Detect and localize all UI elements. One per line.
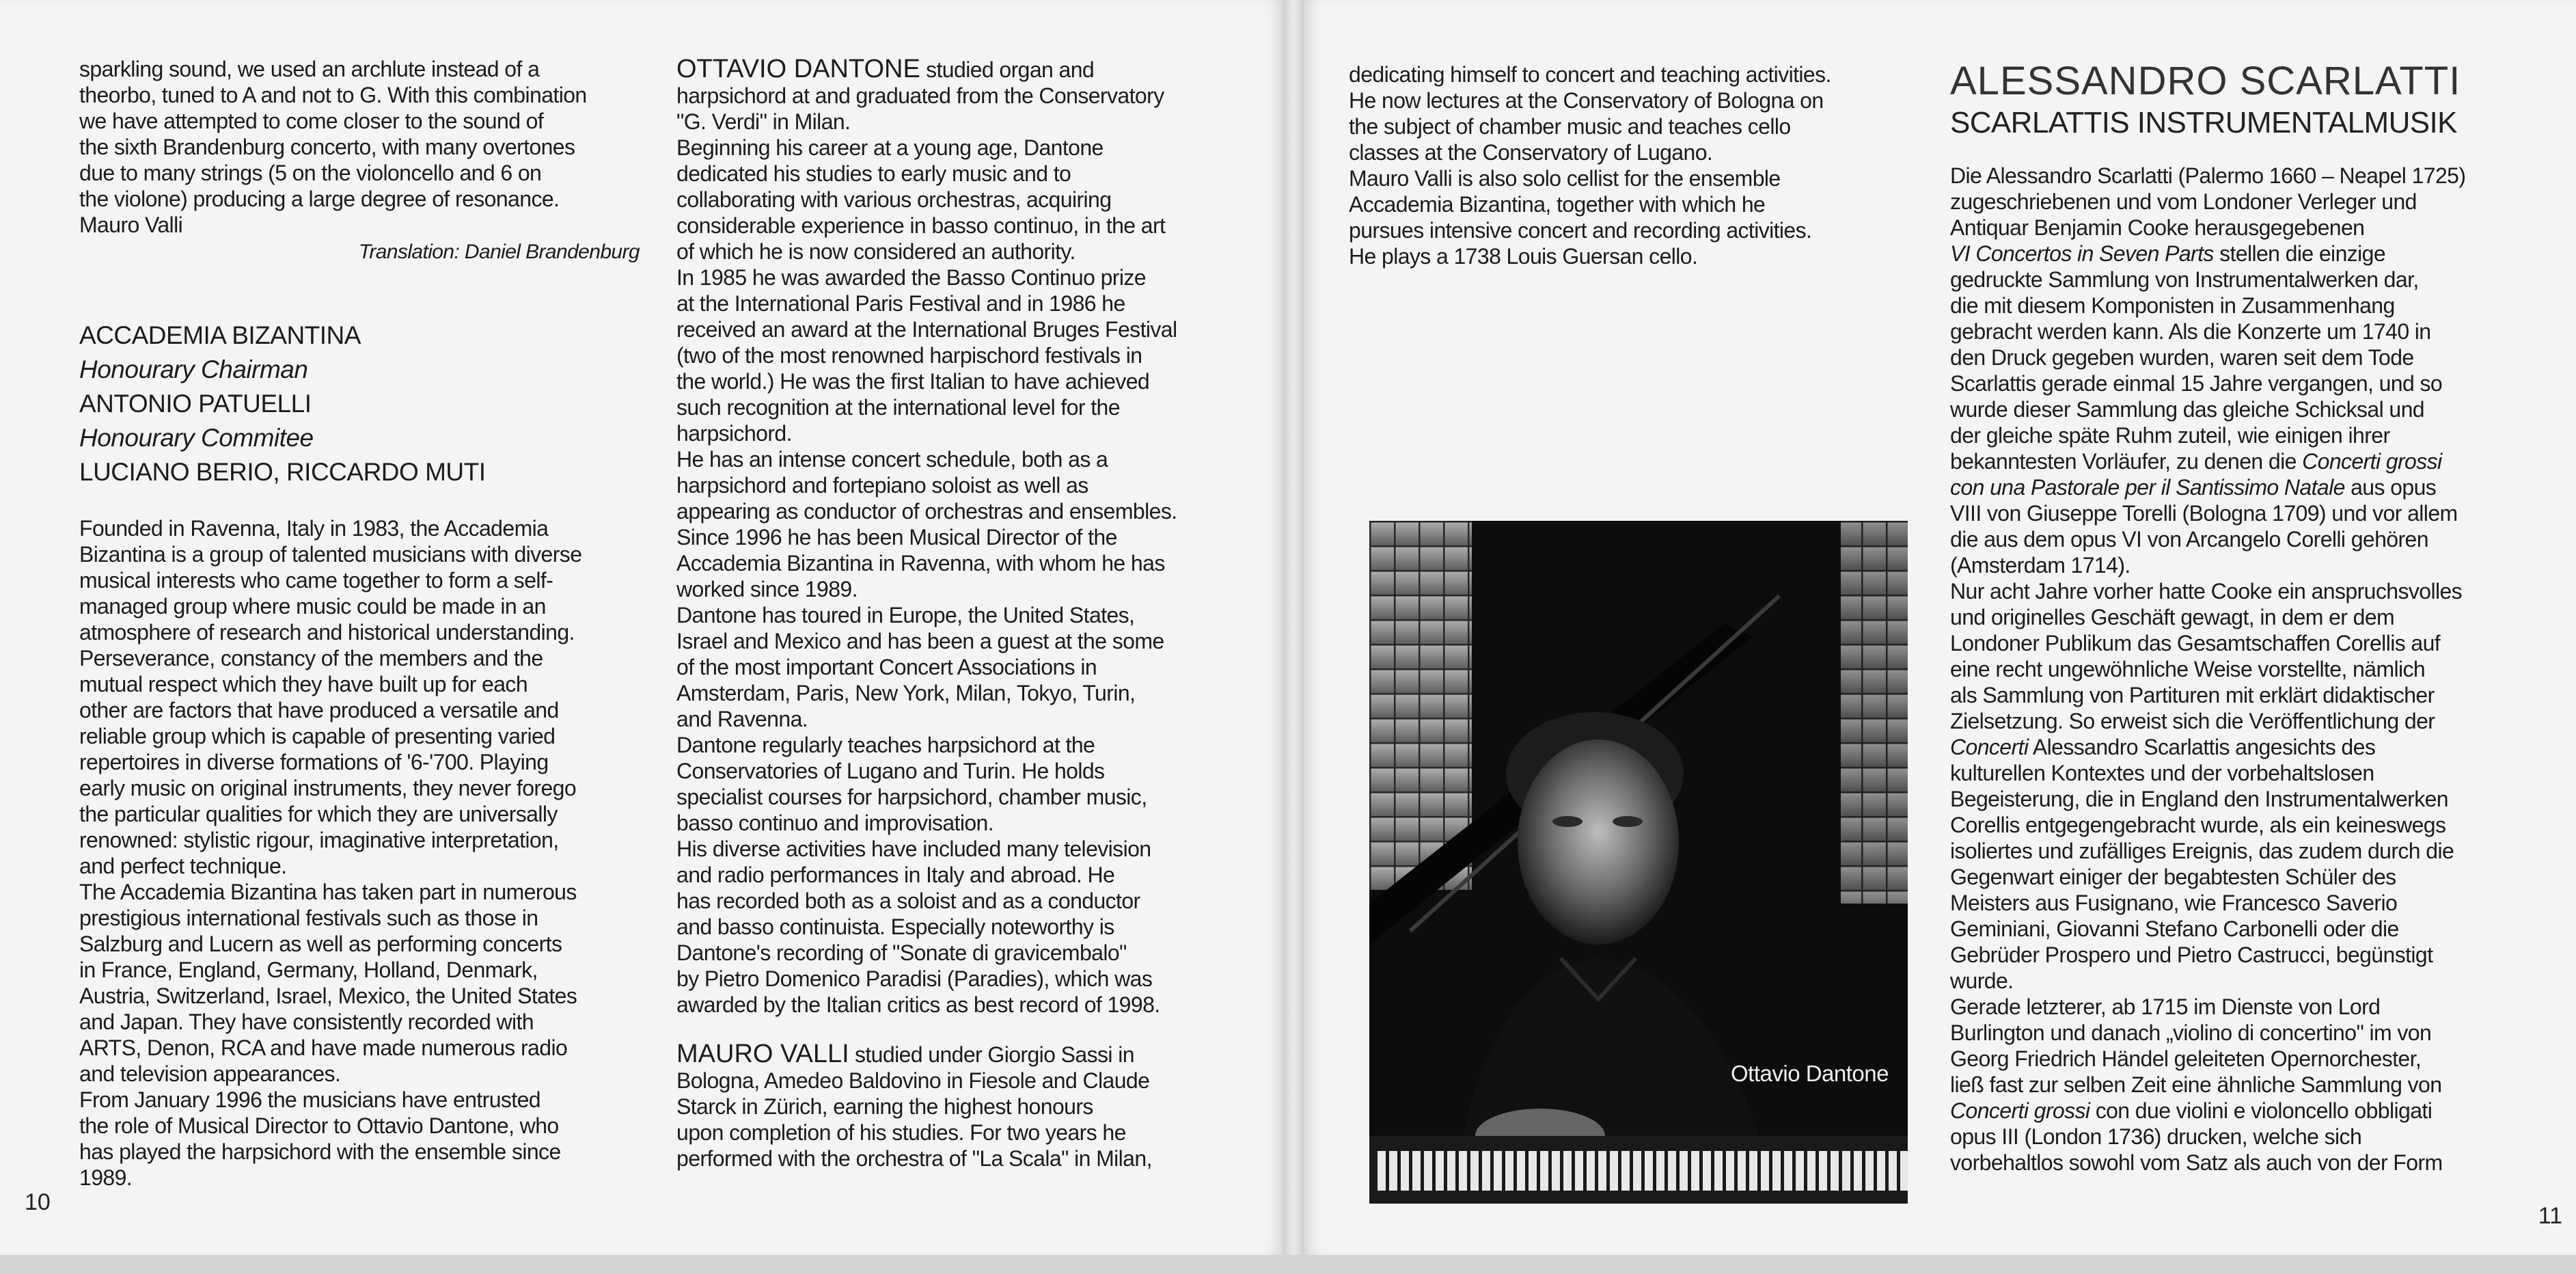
text-line: He has an intense concert schedule, both as a [676,447,1108,472]
chair-label: Honourary Chairman [79,355,308,383]
text-line: Dantone regularly teaches harpsichord at the [676,733,1095,757]
text-line: in France, England, Germany, Holland, Denmark, [79,958,538,982]
text-line: worked since 1989. [676,577,858,601]
text-line: 1989. [79,1165,133,1190]
text-line: harpsichord and fortepiano soloist as well as [676,473,1088,498]
keyboard-key [1703,1151,1711,1191]
text-line: harpsichord. [676,421,792,446]
text-line: Amsterdam, Paris, New York, Milan, Tokyo, Turin, [676,681,1136,705]
text-line: Dantone's recording of "Sonate di gravicembalo" [676,940,1127,965]
keyboard-key [1772,1151,1781,1191]
text-line: isoliertes und zufälliges Ereignis, das zudem durch die [1950,839,2454,863]
keyboard-key [1529,1151,1537,1191]
keyboard-key [1540,1151,1548,1191]
text-line: musical interests who came together to form a self- [79,568,553,593]
text-line: Gerade letzterer, ab 1715 im Dienste von Lord [1950,994,2381,1019]
text-line: Begeisterung, die in England den Instrumentalwerken [1950,787,2448,811]
committee-label: Honourary Commitee [79,424,314,452]
text-line: Georg Friedrich Händel geleiteten Opernorchester, [1950,1046,2422,1071]
text-line: and Ravenna. [676,707,808,731]
keyboard-key [1714,1151,1723,1191]
page-number-left: 10 [25,1189,51,1215]
text-line: and Japan. They have consistently recorded with [79,1009,534,1034]
keyboard-key [1587,1151,1595,1191]
signature-line: Mauro Valli [79,213,183,237]
text-line: Since 1996 he has been Musical Director of the [676,525,1117,550]
text-line: the role of Musical Director to Ottavio Dantone, who [79,1113,559,1138]
text-line: at the International Paris Festival and in 1986 he [676,291,1125,316]
text-line: kulturellen Kontextes und der vorbehaltslosen [1950,761,2374,785]
text-line: der gleiche späte Ruhm zuteil, wie einigen ihrer [1950,423,2390,448]
column-scarlatti [1950,59,2551,1176]
text-line: performed with the orchestra of "La Scala" in Milan, [676,1146,1152,1171]
text-line: Beginning his career at a young age, Dantone [676,135,1104,160]
ensemble-credits [79,318,640,489]
text-line: and radio performances in Italy and abroad. He [676,863,1115,887]
text-line: Londoner Publikum das Gesamtschaffen Corellis auf [1950,631,2441,655]
text-line: die mit diesem Komponisten in Zusammenhang [1950,293,2395,318]
keyboard-key [1401,1151,1409,1191]
column-valli-continued [1349,62,1909,269]
valli-biography [676,1068,1244,1171]
text-line: In 1985 he was awarded the Basso Continuo prize [676,265,1146,290]
text-line: Accademia Bizantina, together with which he [1349,192,1766,217]
keyboard-key [1726,1151,1734,1191]
text-line: Corellis entgegengebracht wurde, als ein keineswegs [1950,813,2446,837]
intro-paragraph [79,56,640,238]
text-line: Concerti grossi con due violini e violoncello obbligati [1950,1098,2433,1123]
keyboard-key [1459,1151,1467,1191]
keyboard-key [1807,1151,1815,1191]
text-line: repertoires in diverse formations of '6-'700. Playing [79,750,549,774]
text-line: Israel and Mexico and has been a guest at the some [676,629,1164,653]
text-line: such recognition at the international level for the [676,395,1120,420]
text-line: sparkling sound, we used an archlute instead of a [79,57,540,81]
keyboard-key [1656,1151,1664,1191]
text-line: Starck in Zürich, earning the highest honours [676,1094,1093,1119]
ensemble-name: ACCADEMIA BIZANTINA [79,321,361,349]
text-line: den Druck gegeben wurden, waren seit dem Tode [1950,345,2414,370]
keyboard-key [1505,1151,1513,1191]
translation-credit: Translation: Daniel Brandenburg [358,241,640,263]
text-line: specialist courses for harpsichord, chamber music, [676,785,1147,809]
dantone-name: OTTAVIO DANTONE [676,55,920,83]
section-subtitle: SCARLATTIS INSTRUMENTALMUSIK [1950,106,2457,139]
keyboard-key [1424,1151,1432,1191]
text-line: Bizantina is a group of talented musicians with diverse [79,542,582,567]
text-line: wurde. [1950,968,2014,993]
keyboard-key [1877,1151,1885,1191]
keyboard-key [1784,1151,1792,1191]
text-line: Austria, Switzerland, Israel, Mexico, the United States [79,984,577,1008]
text-line: collaborating with various orchestras, acquiring [676,187,1112,212]
text-line: The Accademia Bizantina has taken part in numerous [79,880,577,904]
text-line: harpsichord at and graduated from the Conservatory [676,83,1164,108]
text-line: Nur acht Jahre vorher hatte Cooke ein anspruchsvolles [1950,579,2463,604]
text-line: mutual respect which they have built up for each [79,672,528,696]
keyboard-key [1436,1151,1444,1191]
text-line: Meisters aus Fusignano, wie Francesco Saverio [1950,891,2398,915]
keyboard-key [1865,1151,1874,1191]
text-line: reliable group which is capable of presenting varied [79,724,556,748]
text-line: classes at the Conservatory of Lugano. [1349,140,1713,165]
section-title: ALESSANDRO SCARLATTI [1950,59,2461,103]
keyboard-key [1668,1151,1676,1191]
text-line: has recorded both as a soloist and as a conductor [676,889,1140,913]
accademia-body [79,515,640,1191]
valli-first-text: studied under Giorgio Sassi in [849,1042,1134,1067]
text-line: Gegenwart einiger der begabtesten Schüler des [1950,865,2396,889]
keyboard-key [1389,1151,1397,1191]
valli-name: MAURO VALLI [676,1040,849,1068]
text-line: appearing as conductor of orchestras and ensembles. [676,499,1177,524]
keyboard-key [1854,1151,1862,1191]
text-line: (two of the most renowned harpischord festivals in [676,343,1142,368]
keyboard-key [1610,1151,1618,1191]
text-line: ARTS, Denon, RCA and have made numerous radio [79,1035,568,1060]
text-line: and television appearances. [79,1061,341,1086]
text-line: due to many strings (5 on the violoncello and 6 on [79,161,542,185]
keyboard-key [1819,1151,1827,1191]
text-line: Perseverance, constancy of the members and the [79,646,543,670]
keyboard-key [1447,1151,1455,1191]
text-line: has played the harpsichord with the ensemble since [79,1139,561,1164]
text-line: (Amsterdam 1714). [1950,553,2130,578]
text-line: bekanntesten Vorläufer, zu denen die Concerti grossi [1950,449,2442,474]
text-line: renowned: stylistic rigour, imaginative interpretation, [79,828,559,852]
text-line: From January 1996 the musicians have entrusted [79,1087,540,1112]
dantone-first-text: studied organ and [920,57,1095,82]
bottom-edge [0,1255,2576,1274]
keyboard-key [1831,1151,1839,1191]
keyboard-key [1900,1151,1908,1191]
keyboard-key [1796,1151,1804,1191]
column-accademia [79,56,640,1191]
valli-first-line [676,1041,1244,1068]
chair-name: ANTONIO PATUELLI [79,390,312,418]
keyboard-key [1680,1151,1688,1191]
text-line: Zielsetzung. So erweist sich die Veröffentlichung der [1950,709,2435,733]
keyboard-key [1842,1151,1850,1191]
text-line: Conservatories of Lugano and Turin. He holds [676,759,1105,783]
text-line: and perfect technique. [79,854,287,878]
text-line: dedicating himself to concert and teaching activities. [1349,62,1831,87]
text-line: His diverse activities have included many television [676,837,1151,861]
text-line: con una Pastorale per il Santissimo Natale aus opus [1950,475,2437,500]
text-line: the subject of chamber music and teaches cello [1349,114,1791,139]
text-line: of which he is now considered an authority. [676,239,1075,264]
text-line: considerable experience in basso continuo, in the art [676,213,1166,238]
text-line: VIII von Giuseppe Torelli (Bologna 1709) und vor allem [1950,501,2458,526]
dantone-first-line [676,56,1244,83]
text-line: dedicated his studies to early music and to [676,161,1071,186]
text-line: opus III (London 1736) drucken, welche sich [1950,1124,2362,1149]
keyboard-key [1575,1151,1583,1191]
keyboard-key [1412,1151,1421,1191]
text-line: early music on original instruments, they never forego [79,776,577,800]
keyboard-key [1598,1151,1606,1191]
keyboard-key [1482,1151,1490,1191]
keyboard-key [1517,1151,1525,1191]
text-line: the violone) producing a large degree of resonance. [79,187,560,211]
keyboard-key [1645,1151,1653,1191]
text-line: Accademia Bizantina in Ravenna, with whom he has [676,551,1165,575]
text-line: we have attempted to come closer to the sound of [79,109,544,133]
text-line: Mauro Valli is also solo cellist for the ensemble [1349,166,1781,191]
text-line: He now lectures at the Conservatory of Bologna on [1349,88,1824,113]
scarlatti-body [1950,163,2551,1176]
text-line: Dantone has toured in Europe, the United States, [676,603,1135,627]
keyboard-key [1552,1151,1560,1191]
text-line: als Sammlung von Partituren mit erklärt didaktischer [1950,683,2435,707]
text-line: gebracht werden kann. Als die Konzerte um 1740 in [1950,319,2431,344]
keyboard-key [1494,1151,1502,1191]
text-line: Antiquar Benjamin Cooke herausgegebenen [1950,215,2365,240]
text-line: pursues intensive concert and recording activities. [1349,218,1812,243]
left-page [0,0,1283,1255]
text-line: atmosphere of research and historical understanding. [79,620,575,645]
column-biographies [676,56,1244,1171]
text-line: He plays a 1738 Louis Guersan cello. [1349,244,1698,269]
text-line: Concerti Alessandro Scarlattis angesichts des [1950,735,2376,759]
text-line: the world.) He was the first Italian to have achieved [676,369,1150,394]
text-line: and basso continuista. Especially noteworthy is [676,914,1114,939]
text-line: other are factors that have produced a versatile and [79,698,559,722]
keyboard-key [1691,1151,1699,1191]
text-line: ließ fast zur selben Zeit eine ähnliche Sammlung von [1950,1072,2442,1097]
text-line: eine recht ungewöhnliche Weise vorstellte, nämlich [1950,657,2426,681]
text-line: gedruckte Sammlung von Instrumentalwerken dar, [1950,267,2419,292]
right-page [1304,0,2576,1255]
text-line: die aus dem opus VI von Arcangelo Corelli gehören [1950,527,2428,552]
text-line: "G. Verdi" in Milan. [676,109,851,134]
text-line: theorbo, tuned to A and not to G. With this combination [79,83,587,107]
text-line: awarded by the Italian critics as best record of 1998. [676,992,1160,1017]
text-line: Bologna, Amedeo Baldovino in Fiesole and Claude [676,1068,1150,1093]
keyboard-key [1621,1151,1630,1191]
text-line: of the most important Concert Associations in [676,655,1097,679]
dantone-biography [676,83,1244,1018]
photo-caption: Ottavio Dantone [1731,1061,1889,1086]
text-line: received an award at the International Bruges Festival [676,317,1177,342]
dantone-photo [1369,521,1908,1204]
text-line: Scarlattis gerade einmal 15 Jahre vergangen, und so [1950,371,2443,396]
committee-names: LUCIANO BERIO, RICCARDO MUTI [79,458,486,486]
photo-image [1369,521,1908,1204]
text-line: und originelles Geschäft gewagt, in dem er dem [1950,605,2395,629]
text-line: Gebrüder Prospero und Pietro Castrucci, begünstigt [1950,943,2433,967]
text-line: the particular qualities for which they are universally [79,802,558,826]
text-line: Burlington und danach „violino di concertino" im von [1950,1020,2432,1045]
keyboard-key [1738,1151,1746,1191]
text-line: Die Alessandro Scarlatti (Palermo 1660 – Neapel 1725) [1950,163,2466,188]
keyboard-key [1470,1151,1479,1191]
keyboard-key [1749,1151,1757,1191]
book-gutter [1283,0,1304,1274]
text-line: prestigious international festivals such as those in [79,906,538,930]
page-number-right: 11 [2538,1203,2562,1229]
keyboard-key [1378,1151,1386,1191]
keyboard-key [1761,1151,1769,1191]
text-line: Founded in Ravenna, Italy in 1983, the Accademia [79,516,549,541]
keyboard-key [1633,1151,1641,1191]
text-line: the sixth Brandenburg concerto, with many overtones [79,135,575,159]
text-line: Salzburg and Lucern as well as performing concerts [79,932,562,956]
text-line: by Pietro Domenico Paradisi (Paradies), which was [676,966,1153,991]
text-line: basso continuo and improvisation. [676,811,994,835]
text-line: Geminiani, Giovanni Stefano Carbonelli oder die [1950,917,2399,941]
text-line: wurde dieser Sammlung das gleiche Schicksal und [1950,397,2424,422]
keyboard-key [1889,1151,1897,1191]
text-line: vorbehaltlos sowohl vom Satz als auch von der Form [1950,1150,2443,1175]
text-line: upon completion of his studies. For two years he [676,1120,1126,1145]
text-line: zugeschriebenen und vom Londoner Verleger und [1950,189,2417,214]
keyboard-key [1563,1151,1572,1191]
text-line: managed group where music could be made in an [79,594,546,619]
text-line: VI Concertos in Seven Parts stellen die einzige [1950,241,2386,266]
